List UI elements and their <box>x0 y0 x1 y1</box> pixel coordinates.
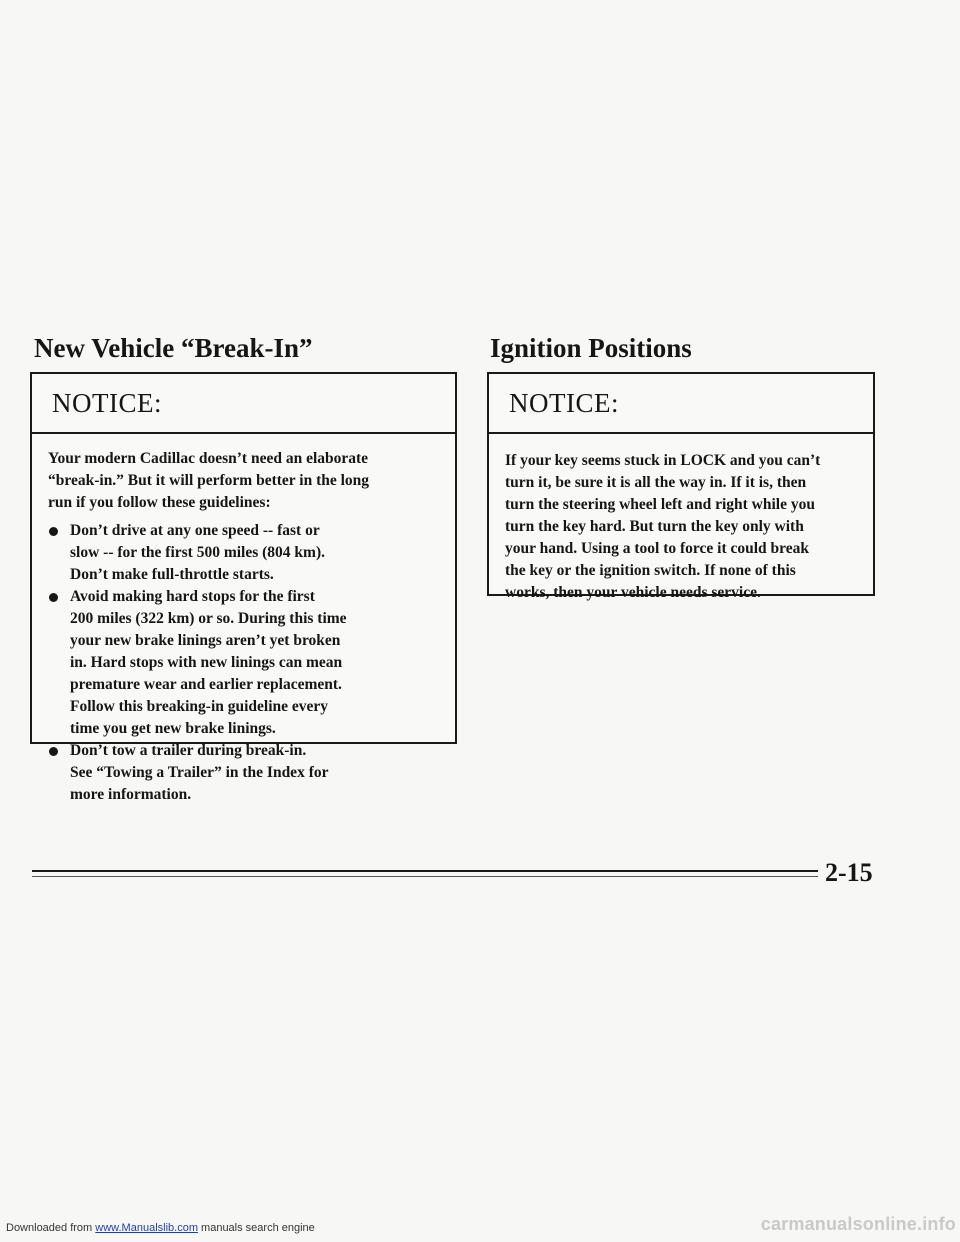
intro-paragraph <box>48 448 439 514</box>
ignition-line: the key or the ignition switch. If none of this <box>505 562 796 579</box>
footer-rule <box>32 870 818 872</box>
notice-box-ignition <box>487 372 875 601</box>
section-title-break-in: New Vehicle “Break-In” <box>34 333 313 363</box>
bullet-icon <box>49 527 58 536</box>
ignition-line: works, then your vehicle needs service. <box>505 584 761 601</box>
download-banner <box>6 1222 315 1234</box>
bullet-icon <box>49 747 58 756</box>
guideline-line: Don’t drive at any one speed -- fast or <box>70 522 320 539</box>
guideline-line: Avoid making hard stops for the first <box>70 588 315 605</box>
guideline-line: Don’t make full-throttle starts. <box>70 566 274 583</box>
guideline-line: more information. <box>70 786 192 803</box>
banner-suffix: manuals search engine <box>197 1222 315 1234</box>
ignition-line: If your key seems stuck in LOCK and you can’t <box>505 452 821 469</box>
bullet-icon <box>49 593 58 602</box>
guideline-line: Follow this breaking-in guideline every <box>70 698 329 715</box>
ignition-line: turn the key hard. But turn the key only with <box>505 518 804 535</box>
footer-rule-thin <box>32 876 818 877</box>
ignition-line: turn it, be sure it is all the way in. If it is, then <box>505 474 807 491</box>
guideline-line: See “Towing a Trailer” in the Index for <box>70 764 329 781</box>
guideline-item <box>48 586 439 740</box>
guideline-item <box>48 740 439 806</box>
banner-prefix: Downloaded from <box>6 1222 96 1234</box>
ignition-line: turn the steering wheel left and right while you <box>505 496 815 513</box>
intro-line: “break-in.” But it will perform better in the long <box>48 472 370 489</box>
notice-box-break-in <box>30 372 457 803</box>
notice-header: NOTICE: <box>32 374 455 434</box>
guideline-line: Don’t tow a trailer during break-in. <box>70 742 307 759</box>
guideline-item <box>48 520 439 586</box>
guideline-line: in. Hard stops with new linings can mean <box>70 654 343 671</box>
guideline-line: 200 miles (322 km) or so. During this time <box>70 610 347 627</box>
guideline-list <box>48 520 439 806</box>
intro-line: run if you follow these guidelines: <box>48 494 271 511</box>
notice-body <box>489 434 873 604</box>
page-number: 2-15 <box>825 858 873 887</box>
guideline-line: premature wear and earlier replacement. <box>70 676 342 693</box>
intro-line: Your modern Cadillac doesn’t need an elaborate <box>48 450 369 467</box>
guideline-line: slow -- for the first 500 miles (804 km). <box>70 544 325 561</box>
notice-header: NOTICE: <box>489 374 873 434</box>
guideline-line: your new brake linings aren’t yet broken <box>70 632 341 649</box>
manualslib-link[interactable]: www.Manualslib.com <box>95 1222 198 1234</box>
ignition-line: your hand. Using a tool to force it could break <box>505 540 809 557</box>
ignition-paragraph <box>505 450 857 604</box>
guideline-line: time you get new brake linings. <box>70 720 276 737</box>
notice-body <box>32 434 455 806</box>
watermark: carmanualsonline.info <box>760 1214 956 1234</box>
section-title-ignition: Ignition Positions <box>490 333 692 363</box>
